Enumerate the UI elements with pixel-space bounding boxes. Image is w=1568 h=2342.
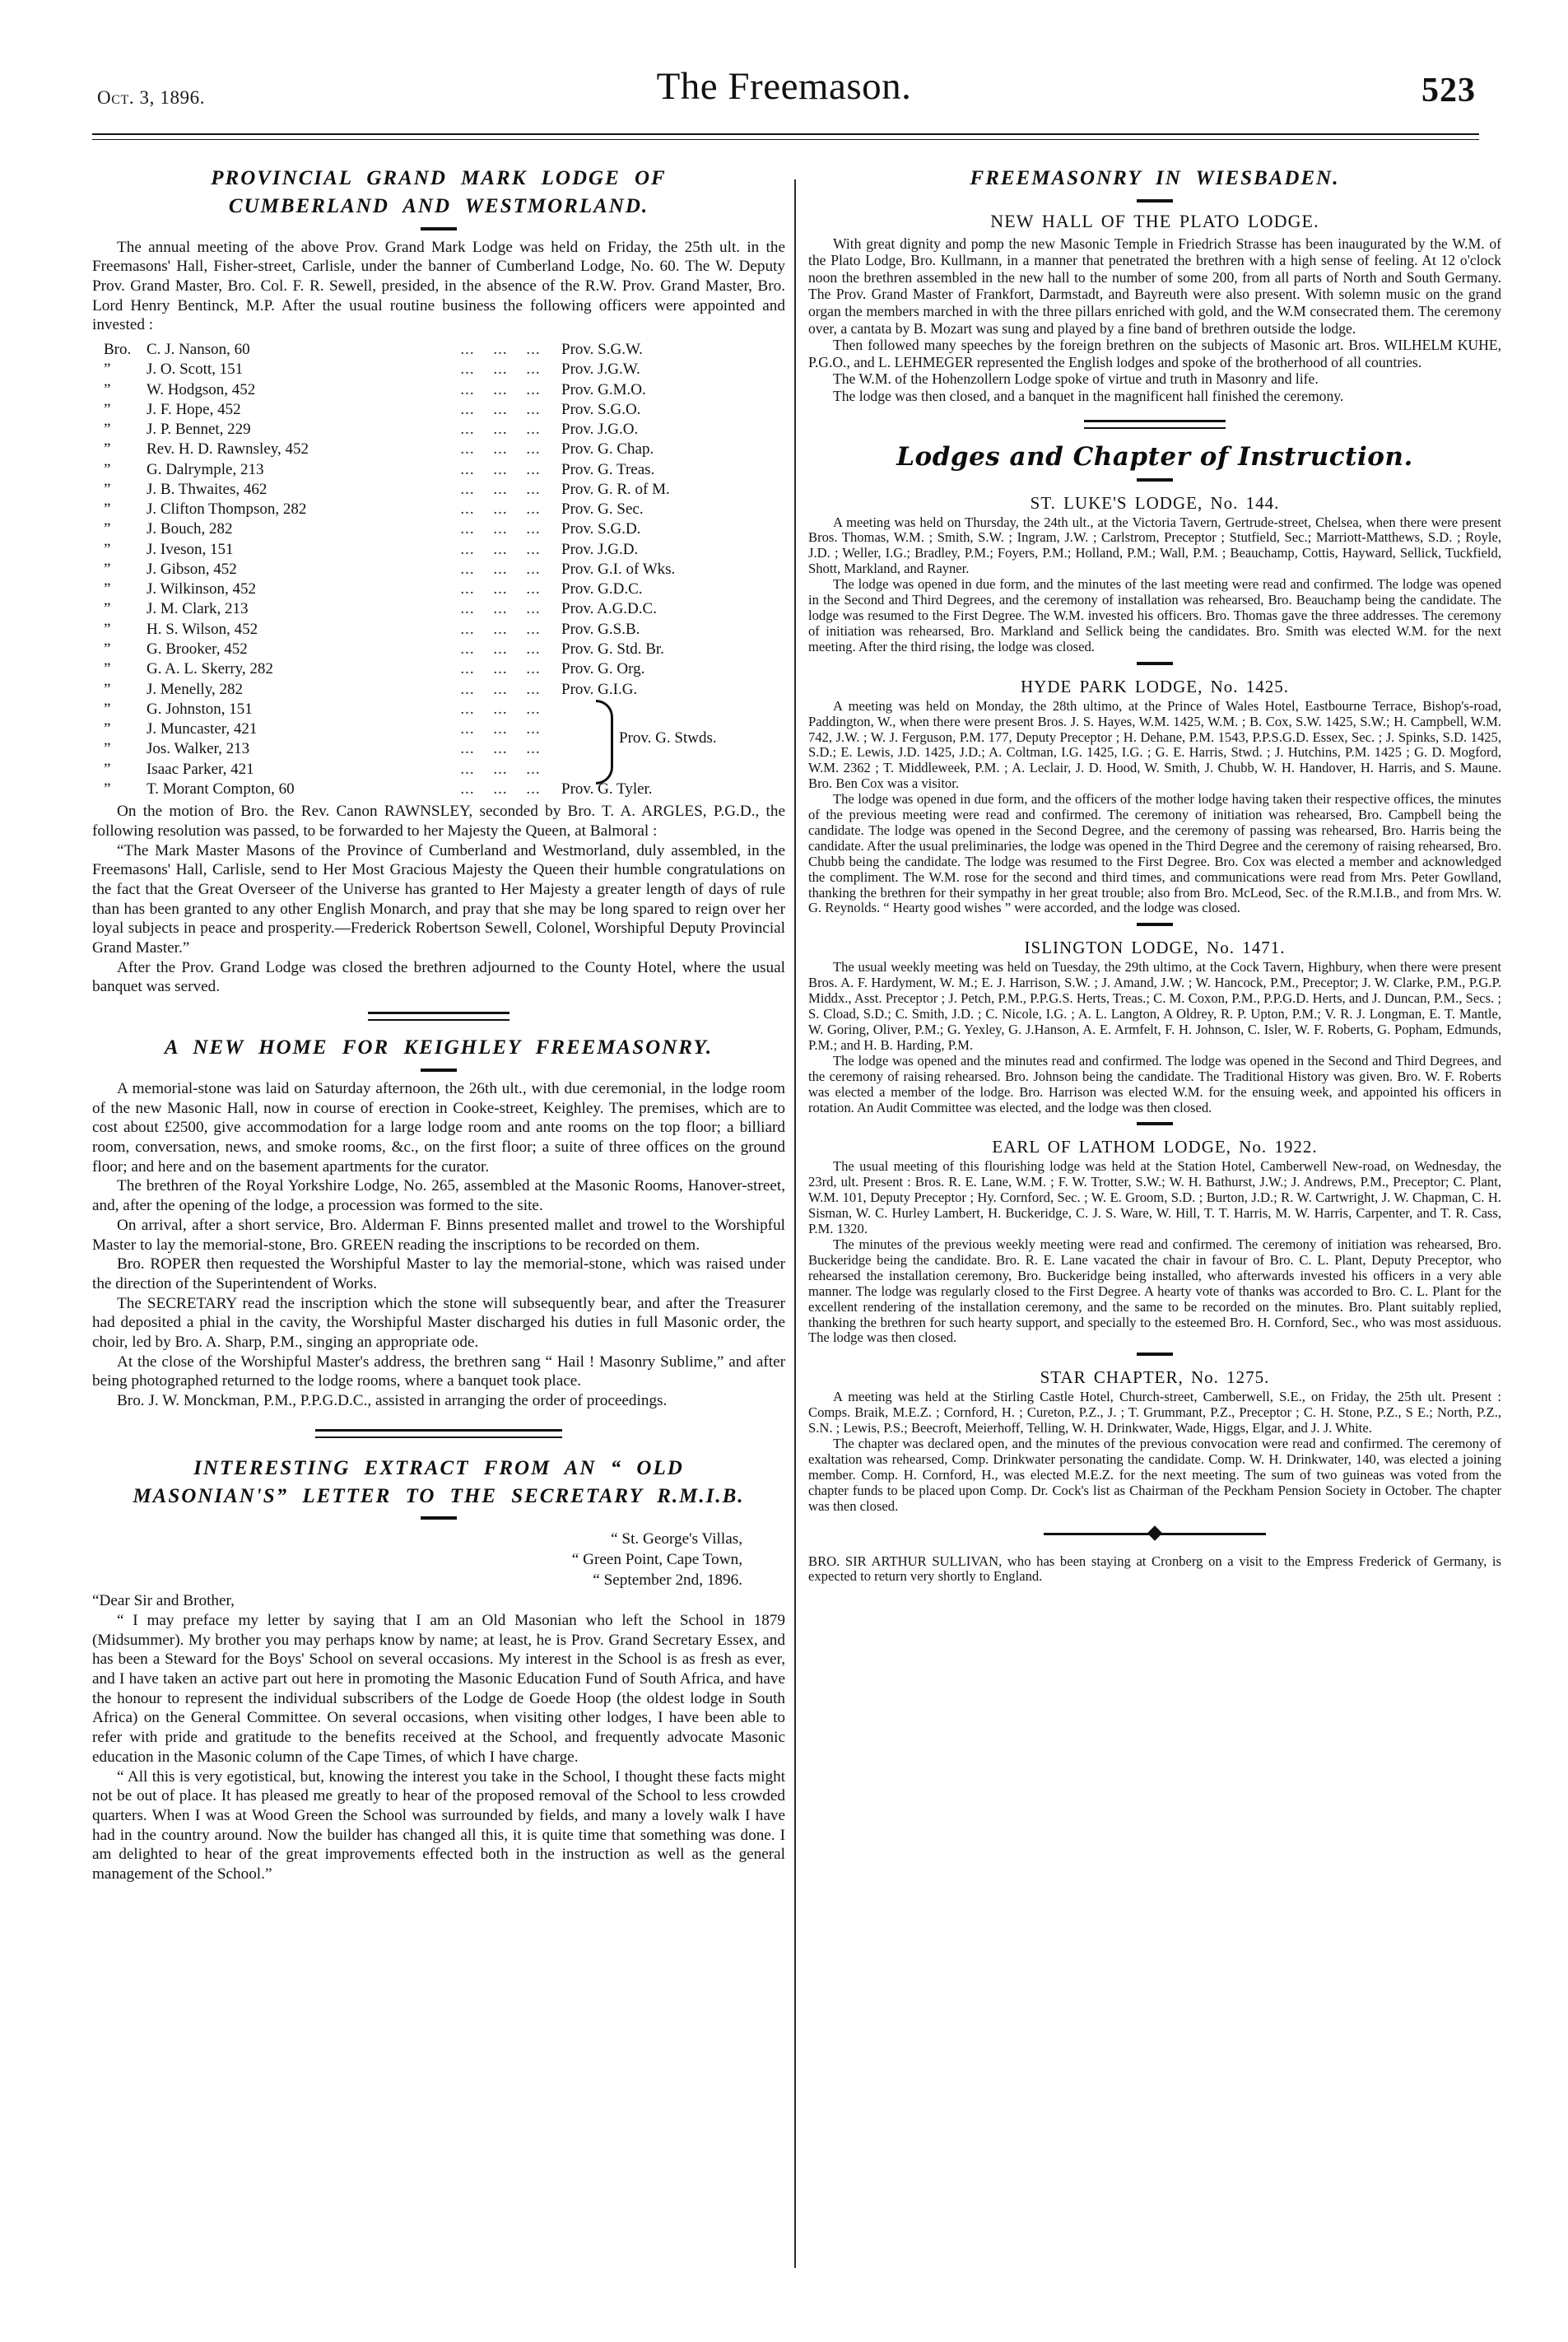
leader-dots: ... xyxy=(493,680,508,698)
keighley-para-4: Bro. ROPER then requested the Worshipful Master to lay the memorial-stone, which was raised under the direction of the Superintendent of Works. xyxy=(92,1255,785,1292)
leader-dots: ... xyxy=(526,501,541,519)
leader-dots: ... xyxy=(526,640,541,658)
leader-dots: ... xyxy=(493,760,508,778)
leader-dots: ... xyxy=(460,760,475,778)
section-title-prov-grand-mark-lodge xyxy=(92,165,785,221)
officer-row xyxy=(92,580,785,599)
columns-container xyxy=(92,165,1501,2326)
leader-dots: ... xyxy=(526,760,541,778)
officer-prefix: ” xyxy=(104,421,111,439)
officer-name: J. P. Bennet, 229 xyxy=(147,421,251,439)
officer-prefix: ” xyxy=(104,600,111,618)
officer-office: Prov. J.G.W. xyxy=(561,361,640,379)
leader-dots: ... xyxy=(526,740,541,758)
officer-office: Prov. J.G.O. xyxy=(561,421,639,439)
leader-dots: ... xyxy=(526,540,541,558)
lodge-paragraph: The usual weekly meeting was held on Tuesday, the 29th ultimo, at the Cock Tavern, Highbury, when there were present Bros. A. F. Hardyment, W. M.; E. J. Harrison, S.W. ; J. Amand, J.W. ; W. Hancock, P.M., Preceptor; J. W. Clarke, P.M., P.G.P. Middx., Asst. Preceptor ; J. Petch, P.M., P.P.G.S. Herts, Treas.; C. M. Coxon, P.M., P.P.G.D. Herts, and J. Duncan, P.M., Secs. ; S. Cload, S.D.; C. Smith, J.D. ; C. Nicole, I.G. ; A. L. Langton, A Oldrey, R. P. Upton, P.M.; V. R. J. Longman, E. T. Mantle, W. Goring, Oliver, P.M.; G. Yexley, G. J.Hanson, A. E. Armfelt, F. H. Johnson, C. Isler, W. F. Roberts, G. Popham, Edmunds, P.M.; and H. B. Harding, P.M. xyxy=(808,959,1501,1053)
officer-row xyxy=(92,480,785,500)
letter-para-2: “ All this is very egotistical, but, knowing the interest you take in the School, I thought these facts might not be out of place. It has pleased me greatly to hear of the proposed removal of the School to less crowded quarters. When I was at Wood Green the School was surrounded by fields, and many a lovely walk I have had in the country around. Now the builder has changed all this, it is quite time that something was done. I am delighted to hear of the great improvements effected both in the instruction as well as the general management of the School.” xyxy=(92,1767,785,1883)
leader-dots: ... xyxy=(460,440,475,459)
officer-prefix: ” xyxy=(104,560,111,578)
leader-dots: ... xyxy=(493,740,508,758)
address-line-1: “ St. George's Villas, xyxy=(611,1530,742,1548)
lodge-paragraph: A meeting was held on Monday, the 28th ultimo, at the Prince of Wales Hotel, Eastbourne Terrace, Bishop's-road, Paddington, W., when there were present Bros. J. S. Hayes, W.M. 1425, W.M. ; B. Cox, S.W. 1425, S.W.; H. Campbell, W.M. 742, J.W. ; W. J. Ferguson, P.M. 177, Deputy Preceptor ; H. Dehane, P.M. 1543, P.P.S.G.D. Essex, Sec. ; J. Spinks, S.D. 1425, S.D.; E. Lewis, J.D. 1425, J.D.; A. Coltman, I.G. 1425, I.G. ; G. E. Harris, Stwd. ; J. Hutchins, P.M. 1425 ; G. D. Mogford, W.M. 2362 ; T. Middleweek, P.M. ; A. Leclair, J. D. Hood, W. Smith, J. Chubb, W. H. Handover, H. Harris, and S. Maune. Bro. Ben Cox was a visitor. xyxy=(808,697,1501,792)
leader-dots: ... xyxy=(526,700,541,718)
officer-row xyxy=(92,460,785,480)
officer-row xyxy=(92,620,785,640)
leader-dots: ... xyxy=(526,580,541,598)
leader-dots: ... xyxy=(493,700,508,718)
officer-prefix: ” xyxy=(104,520,111,538)
officer-office: Prov. J.G.D. xyxy=(561,540,639,558)
publication-title: The Freemason. xyxy=(656,65,912,108)
lodges-list xyxy=(808,493,1501,1515)
lodge-title: ISLINGTON LODGE, No. 1471. xyxy=(1024,938,1286,958)
officer-prefix: ” xyxy=(104,380,111,398)
officer-row xyxy=(92,780,785,799)
officer-office: Prov. S.G.D. xyxy=(561,520,641,538)
section-title-old-masonian-letter xyxy=(92,1455,785,1511)
leader-dots: ... xyxy=(460,640,475,658)
officer-name: G. Dalrymple, 213 xyxy=(147,460,264,478)
leader-dots: ... xyxy=(493,540,508,558)
officer-office xyxy=(550,760,785,780)
leader-dots: ... xyxy=(526,421,541,439)
lodge-paragraph: The chapter was declared open, and the minutes of the previous convocation were read and confirmed. The ceremony of exaltation was rehearsed, Comp. Drinkwater personating the candidate. Comp. W. H. Drinkwater, 140, was elected a joining member. Comp. H. Cornford, H., was elected M.E.Z. for the next meeting. The sum of two guineas was voted from the chapter funds to be placed upon Comp. Dr. Cock's list as Chairman of the Peckham Pension Society in October. The chapter was then closed. xyxy=(808,1436,1501,1514)
section-title-keighley: A NEW HOME FOR KEIGHLEY FREEMASONRY. xyxy=(164,1036,714,1059)
leader-dots: ... xyxy=(493,341,508,359)
leader-dots: ... xyxy=(526,560,541,578)
leader-dots: ... xyxy=(493,380,508,398)
lodge-paragraph: The lodge was opened and the minutes read and confirmed. The lodge was opened in the Second and Third Degrees, and the ceremony of raising rehearsed. Bro. Johnson being the candidate. The Traditional History was given. Bro. W. F. Roberts was elected a member of the lodge. Bro. Harrison was elected W.M. for the ensuing week, and appointed his officers in rotation. An Audit Committee was elected, and the lodge was then closed. xyxy=(808,1052,1501,1115)
officer-prefix: ” xyxy=(104,720,111,738)
address-line-2: “ Green Point, Cape Town, xyxy=(571,1551,742,1569)
officer-name: J. Gibson, 452 xyxy=(147,560,237,578)
leader-dots: ... xyxy=(493,520,508,538)
leader-dots: ... xyxy=(526,460,541,478)
officer-office: Prov. G.I.G. xyxy=(561,680,638,698)
masthead xyxy=(0,64,1568,138)
leader-dots: ... xyxy=(526,341,541,359)
leader-dots: ... xyxy=(493,660,508,678)
section-title-wiesbaden: FREEMASONRY IN WIESBADEN. xyxy=(970,167,1340,189)
officer-prefix: ” xyxy=(104,400,111,418)
officer-name: G. Johnston, 151 xyxy=(147,700,253,718)
officer-row xyxy=(92,400,785,420)
officer-row xyxy=(92,340,785,360)
keighley-para-1: A memorial-stone was laid on Saturday afternoon, the 26th ult., with due ceremonial, in the lodge room of the new Masonic Hall, now in course of erection in Cooke-street, Keighley. The premises, which are to cost about £2500, give accommodation for a large lodge room and ante rooms on the top floor; a billiard room, conversation, news, and smoke rooms, &c., on the first floor; a suite of three offices on the ground floor; and here and on the basement apartments for the curator. xyxy=(92,1079,785,1176)
officer-row xyxy=(92,599,785,619)
officer-prefix: ” xyxy=(104,740,111,758)
letter-salutation: “Dear Sir and Brother, xyxy=(92,1592,235,1610)
lodge-title: EARL OF LATHOM LODGE, No. 1922. xyxy=(992,1137,1318,1157)
leader-dots: ... xyxy=(493,421,508,439)
officer-office: Prov. G. R. of M. xyxy=(561,480,670,498)
officer-prefix: ” xyxy=(104,580,111,598)
letter-para-1: “ I may preface my letter by saying that I am an Old Masonian who left the School in 1879 (Midsummer). My brother you may perhaps know by name; at least, he is Prov. Grand Secretary Essex, and has been a Steward for the Boys' School on several occasions. My interest in the School is as fresh as ever, and I have taken an active part out here in promoting the Masonic Education Fund of South Africa, and have the honour to represent the individual subscribers of the Lodge de Goede Hoop (the oldest lodge in South Africa) on the General Committee. On several occasions, when visiting other lodges, I have been able to refer with pride and gratitude to the benefits received at the School, and frequently advocate Masonic education in the Masonic column of the Cape Times, of which I have charge. xyxy=(92,1611,785,1766)
officer-row xyxy=(92,640,785,659)
officer-row xyxy=(92,380,785,400)
officer-office: Prov. G.I. of Wks. xyxy=(561,560,676,578)
officer-prefix: Bro. xyxy=(104,341,132,359)
lodge-paragraph: The lodge was opened in due form, and the minutes of the last meeting were read and confirmed. The lodge was opened in the Second and Third Degrees, and the ceremony of installation was rehearsed, Bro. Beauchamp being the candidate. The lodge was resumed to the First Degree. The W.M. invested his officers. Bro. Thomas gave the three addresses. The ceremony of initiation was rehearsed, Bro. Markland and Sellick being the candidates. Bro. Smith was elected W.M. for the next meeting. After the third rising, the lodge was closed. xyxy=(808,576,1501,654)
officer-row xyxy=(92,560,785,580)
officer-name: J. Muncaster, 421 xyxy=(147,720,258,738)
leader-dots: ... xyxy=(460,580,475,598)
leader-dots: ... xyxy=(460,341,475,359)
footer-note-sullivan: BRO. SIR ARTHUR SULLIVAN, who has been staying at Cronberg on a visit to the Empress Frederick of Germany, is expected to return very shortly to England. xyxy=(808,1553,1501,1585)
leader-dots: ... xyxy=(460,460,475,478)
paragraph-resolution: “The Mark Master Masons of the Province of Cumberland and Westmorland, duly assembled, in the Freemasons' Hall, Carlisle, send to Her Most Gracious Majesty the Queen their humble congratulations on the fact that the Great Overseer of the Universe has granted to Her Majesty a greater length of days of rule than has been granted to any other English Monarch, and pray that she may be long spared to reign over her loyal subjects in peace and prosperity.—Frederick Robertson Sewell, Colonel, Worshipful Deputy Provincial Grand Master.” xyxy=(92,841,785,957)
keighley-para-2: The brethren of the Royal Yorkshire Lodge, No. 265, assembled at the Masonic Rooms, Hanover-street, and, after the opening of the lodge, a procession was formed to the site. xyxy=(92,1177,785,1215)
leader-dots: ... xyxy=(460,720,475,738)
leader-dots: ... xyxy=(460,540,475,558)
stewards-office-label: Prov. G. Stwds. xyxy=(619,729,717,747)
leader-dots: ... xyxy=(460,380,475,398)
officer-office: Prov. G.S.B. xyxy=(561,620,640,638)
lodge-paragraph: The usual meeting of this flourishing lodge was held at the Station Hotel, Camberwell New-road, on Wednesday, the 23rd, ult. Present : Bros. R. E. Lane, W.M. ; F. W. Trotter, S.W.; W. H. Bathurst, J.W.; J. Andrews, P.M., Preceptor; C. Plant, W.M. 101, Deputy Preceptor ; Hy. Cornford, Sec. ; W. E. Groom, S.D. ; Burton, J.D.; R. W. Cartwright, J. W. Chapman, C. H. Sisman, W. C. Hurley Lambert, H. Buckeridge, C. J. S. Ware, W. Hill, T. T. Harris, M. W. Harris, Carpenter, and T. R. Cass, P.M. 1320. xyxy=(808,1158,1501,1237)
leader-dots: ... xyxy=(493,480,508,498)
page-number: 523 xyxy=(1421,72,1476,109)
officer-row xyxy=(92,440,785,459)
officer-office: Prov. G.M.O. xyxy=(561,380,646,398)
officer-office: Prov. G. Std. Br. xyxy=(561,640,664,658)
officer-row xyxy=(92,719,785,739)
officer-office: Prov. S.G.O. xyxy=(561,400,641,418)
left-column xyxy=(92,165,785,2326)
leader-dots: ... xyxy=(493,501,508,519)
leader-dots: ... xyxy=(493,620,508,638)
officer-name: Isaac Parker, 421 xyxy=(147,760,254,778)
leader-dots: ... xyxy=(493,720,508,738)
officer-row xyxy=(92,700,785,719)
leader-dots: ... xyxy=(460,600,475,618)
leader-dots: ... xyxy=(526,480,541,498)
officer-row xyxy=(92,739,785,759)
officer-name: J. Clifton Thompson, 282 xyxy=(147,501,307,519)
leader-dots: ... xyxy=(526,600,541,618)
officer-office: Prov. G. Tyler. xyxy=(561,780,653,798)
officer-row xyxy=(92,760,785,780)
title-line-1: PROVINCIAL GRAND MARK LODGE OF xyxy=(211,167,667,189)
officer-prefix: ” xyxy=(104,660,111,678)
officer-name: G. A. L. Skerry, 282 xyxy=(147,660,273,678)
lodge-paragraph: A meeting was held at the Stirling Castle Hotel, Church-street, Camberwell, S.E., on Friday, the 25th ult. Present : Comps. Braik, M.E.Z. ; Cornford, H. ; Cureton, P.Z., J. ; T. Grummant, P.Z., Preceptor ; C. H. Stone, P.Z., S E.; North, P.Z., S.N. ; Lewis, P.S.; Beecroft, Meierhoff, Telling, W. H. Drinkwater, Wade, Higgs, Elgar, and J. J. White. xyxy=(808,1389,1501,1436)
officer-prefix: ” xyxy=(104,640,111,658)
divider-dash-2 xyxy=(421,1069,457,1072)
leader-dots: ... xyxy=(493,400,508,418)
leader-dots: ... xyxy=(526,380,541,398)
leader-dots: ... xyxy=(526,520,541,538)
paragraph-motion: On the motion of Bro. the Rev. Canon RAWNSLEY, seconded by Bro. T. A. ARGLES, P.G.D., the following resolution was passed, to be forwarded to her Majesty the Queen, at Balmoral : xyxy=(92,803,785,840)
leader-dots: ... xyxy=(526,680,541,698)
leader-dots: ... xyxy=(526,780,541,798)
section-rule-1 xyxy=(368,1012,509,1021)
officer-prefix: ” xyxy=(104,361,111,379)
leader-dots: ... xyxy=(460,660,475,678)
officer-office xyxy=(550,700,785,719)
leader-dots: ... xyxy=(493,580,508,598)
officer-name: J. Menelly, 282 xyxy=(147,680,243,698)
leader-dots: ... xyxy=(460,780,475,798)
divider-dash-lodge xyxy=(1137,923,1173,926)
officer-prefix: ” xyxy=(104,440,111,459)
officer-office: Prov. G. Org. xyxy=(561,660,645,678)
title-line-2: CUMBERLAND AND WESTMORLAND. xyxy=(228,194,649,217)
lodge-paragraph: A meeting was held on Thursday, the 24th ult., at the Victoria Tavern, Gertrude-street, Chelsea, when there were present Bros. Thomas, W.M. ; Smith, S.W. ; Ingram, J.W. ; Carlstrom, Preceptor ; Stutfield, Sec.; Marriott-Matthews, S.D. ; Royle, J.D. ; Weller, I.G.; Bradley, P.M.; Foyers, P.M.; Holland, P.M.; Wall, P.M. ; Beauchamp, Cottis, Hayward, Sellick, Tuckfield, Shott, Markland, and Rayner. xyxy=(808,514,1501,577)
officer-office: Prov. G. Chap. xyxy=(561,440,654,459)
leader-dots: ... xyxy=(460,421,475,439)
officer-row xyxy=(92,540,785,560)
right-column xyxy=(808,165,1501,2326)
column-divider xyxy=(794,179,796,2268)
officer-office xyxy=(550,739,785,759)
wiesbaden-para-2: Then followed many speeches by the foreign brethren on the subjects of Masonic art. Bros. WILHELM KUHE, P.G.O., and L. LEHMEGER represented the English lodges and spoke of the brotherhood of all countries. xyxy=(808,337,1501,370)
officer-name: T. Morant Compton, 60 xyxy=(147,780,295,798)
leader-dots: ... xyxy=(493,460,508,478)
keighley-para-3: On arrival, after a short service, Bro. Alderman F. Binns presented mallet and trowel to the Worshipful Master to lay the memorial-stone, Bro. GREEN reading the inscriptions to be recorded on them. xyxy=(92,1216,785,1254)
wiesbaden-para-4: The lodge was then closed, and a banquet in the magnificent hall finished the ceremony. xyxy=(833,387,1344,404)
leader-dots: ... xyxy=(526,660,541,678)
officer-prefix: ” xyxy=(104,501,111,519)
leader-dots: ... xyxy=(493,600,508,618)
officer-name: J. M. Clark, 213 xyxy=(147,600,249,618)
officer-prefix: ” xyxy=(104,540,111,558)
keighley-para-7: Bro. J. W. Monckman, P.M., P.P.G.D.C., assisted in arranging the order of proceedings. xyxy=(117,1392,668,1410)
officer-row xyxy=(92,680,785,700)
leader-dots: ... xyxy=(460,361,475,379)
letter-address-block xyxy=(92,1530,785,1591)
leader-dots: ... xyxy=(460,501,475,519)
officer-office: Prov. G. Sec. xyxy=(561,501,644,519)
officer-prefix: ” xyxy=(104,480,111,498)
lodge-title: ST. LUKE'S LODGE, No. 144. xyxy=(1030,492,1280,513)
officer-row xyxy=(92,500,785,519)
officer-name: J. Wilkinson, 452 xyxy=(147,580,256,598)
leader-dots: ... xyxy=(493,640,508,658)
lodge-title: HYDE PARK LODGE, No. 1425. xyxy=(1021,676,1289,696)
issue-date: Oct. 3, 1896. xyxy=(97,87,206,108)
wiesbaden-para-1: With great dignity and pomp the new Masonic Temple in Friedrich Strasse has been inaugurated by the W.M. of the Plato Lodge, Bro. Kullmann, in a manner that penetrated the brethren with a high sense of feeling. At 12 o'clock noon the brethren assembled in the new hall to the number of some 200, from all parts of North and South Germany. The Prov. Grand Master of Frankfort, Darmstadt, and Bayreuth were also present. With solemn music on the grand organ the members marched in with the three pillars enriched with gold, and the W.M consecrated them. The ceremony over, a cantata by B. Mozart was sung and played by a fine band of brethren outside the lodge. xyxy=(808,235,1501,337)
officer-name: J. Iveson, 151 xyxy=(147,540,234,558)
leader-dots: ... xyxy=(526,620,541,638)
leader-dots: ... xyxy=(460,620,475,638)
paragraph-annual-meeting: The annual meeting of the above Prov. Grand Mark Lodge was held on Friday, the 25th ult. in the Freemasons' Hall, Fisher-street, Carlisle, under the banner of Cumberland Lodge, No. 60. The W. Deputy Prov. Grand Master, Bro. Col. F. R. Sewell, presided, in the absence of the R.W. Prov. Grand Master, Bro. Lord Henry Bentinck, M.P. After the usual routine business the following officers were appointed and invested : xyxy=(92,238,785,334)
letter-title-line-2: MASONIAN'S” LETTER TO THE SECRETARY R.M.I.B. xyxy=(133,1484,745,1507)
officer-name: J. F. Hope, 452 xyxy=(147,400,241,418)
officer-row xyxy=(92,519,785,539)
heading-lodges-and-chapter-of-instruction: Lodges and Chapter of Instruction. xyxy=(896,441,1413,472)
leader-dots: ... xyxy=(526,361,541,379)
officer-prefix: ” xyxy=(104,620,111,638)
officer-name: H. S. Wilson, 452 xyxy=(147,620,258,638)
officer-prefix: ” xyxy=(104,700,111,718)
officer-prefix: ” xyxy=(104,760,111,778)
keighley-para-6: At the close of the Worshipful Master's address, the brethren sang “ Hail ! Masonry Sublime,” and after being photographed returned to the lodge rooms, where a banquet took place. xyxy=(92,1353,785,1390)
wiesbaden-para-3: The W.M. of the Hohenzollern Lodge spoke of virtue and truth in Masonry and life. xyxy=(833,370,1319,388)
diamond-rule xyxy=(1044,1528,1266,1539)
leader-dots: ... xyxy=(493,560,508,578)
officer-name: Rev. H. D. Rawnsley, 452 xyxy=(147,440,309,459)
divider-dash-3 xyxy=(421,1516,457,1520)
section-rule-r1 xyxy=(1084,420,1226,429)
officer-office: Prov. G. Treas. xyxy=(561,460,655,478)
leader-dots: ... xyxy=(460,700,475,718)
officer-name: W. Hodgson, 452 xyxy=(147,380,256,398)
officer-office: Prov. A.G.D.C. xyxy=(561,600,657,618)
letter-title-line-1: INTERESTING EXTRACT FROM AN “ OLD xyxy=(193,1456,684,1479)
officers-table xyxy=(92,340,785,799)
paragraph-closing: After the Prov. Grand Lodge was closed the brethren adjourned to the County Hotel, where the usual banquet was served. xyxy=(92,958,785,996)
officer-row xyxy=(92,659,785,679)
leader-dots: ... xyxy=(460,740,475,758)
officer-row xyxy=(92,420,785,440)
lodge-paragraph: The lodge was opened in due form, and the officers of the mother lodge having taken their respective offices, the minutes of the previous meeting were read and confirmed. The ceremony of initiation was rehearsed, Bro. Campbell being the candidate. The lodge was opened in the Second Degree, and the ceremony of passing was rehearsed, Bro. Harris being the candidate. After the usual preliminaries, the lodge was opened in the Third Degree and the ceremony of raising rehearsed, Bro. Chubb being the candidate. The lodge was resumed to the First Degree. Bro. Cox was elected a member and acknowledged the compliment. The W.M. rose for the second and third times, and communications were read from Mrs. Peter Gowlland, thanking the brethren for their sympathy in her great trouble; also from Bro. McLeod, Sec. of the R.M.I.B., and from Mrs. W. G. Reynolds. “ Hearty good wishes ” were accorded, and the lodge was closed. xyxy=(808,791,1501,916)
divider-dash-lodge xyxy=(1137,1122,1173,1125)
officer-office: Prov. S.G.W. xyxy=(561,341,643,359)
leader-dots: ... xyxy=(460,480,475,498)
leader-dots: ... xyxy=(460,680,475,698)
officer-prefix: ” xyxy=(104,680,111,698)
divider-dash-lodge xyxy=(1137,662,1173,665)
leader-dots: ... xyxy=(460,520,475,538)
officer-name: Jos. Walker, 213 xyxy=(147,740,250,758)
divider-dash-r1 xyxy=(1137,199,1173,203)
subtitle-plato-lodge: NEW HALL OF THE PLATO LODGE. xyxy=(990,210,1319,231)
leader-dots: ... xyxy=(460,400,475,418)
leader-dots: ... xyxy=(526,720,541,738)
lodge-title: STAR CHAPTER, No. 1275. xyxy=(1040,1367,1270,1388)
officer-name: J. Bouch, 282 xyxy=(147,520,233,538)
lodge-paragraph: The minutes of the previous weekly meeting were read and confirmed. The ceremony of initiation was rehearsed, Bro. Buckeridge being the candidate. Bro. R. E. Lane vacated the chair in favour of Bro. C. L. Plant, Deputy Preceptor, who rehearsed the installation ceremony, Bro. Buckeridge being installed, who afterwards invested his officers in a very able manner. The lodge was regularly closed to the First Degree. A hearty vote of thanks was accorded to Bro. C. L. Plant for the excellent rendering of the installation ceremony, and the same to be recorded on the minutes. Bro. Plant suitably replied, thanking the brethren for such hearty support, and specially to the esteemed Bro. H. Cornford, Sec., who was most assiduous. The lodge was then closed. xyxy=(808,1236,1501,1346)
leader-dots: ... xyxy=(526,400,541,418)
leader-dots: ... xyxy=(460,560,475,578)
leader-dots: ... xyxy=(493,440,508,459)
officer-row xyxy=(92,360,785,379)
officer-prefix: ” xyxy=(104,780,111,798)
divider-dash-r2 xyxy=(1137,478,1173,482)
leader-dots: ... xyxy=(493,361,508,379)
leader-dots: ... xyxy=(526,440,541,459)
officer-name: G. Brooker, 452 xyxy=(147,640,248,658)
divider-dash xyxy=(421,227,457,230)
officer-name: C. J. Nanson, 60 xyxy=(147,341,250,359)
address-line-3: “ September 2nd, 1896. xyxy=(593,1571,742,1590)
officer-prefix: ” xyxy=(104,460,111,478)
section-rule-2 xyxy=(315,1429,562,1438)
officer-name: J. O. Scott, 151 xyxy=(147,361,244,379)
keighley-para-5: The SECRETARY read the inscription which the stone will subsequently bear, and after the Treasurer had deposited a phial in the cavity, the Worshipful Master discharged his duties in full Masonic order, the choir, led by Bro. A. Sharp, P.M., singing an appropriate ode. xyxy=(92,1294,785,1352)
officer-office: Prov. G.D.C. xyxy=(561,580,643,598)
divider-dash-lodge xyxy=(1137,1353,1173,1356)
officer-name: J. B. Thwaites, 462 xyxy=(147,480,268,498)
masthead-rule xyxy=(92,133,1479,140)
officer-office xyxy=(550,719,785,739)
leader-dots: ... xyxy=(493,780,508,798)
